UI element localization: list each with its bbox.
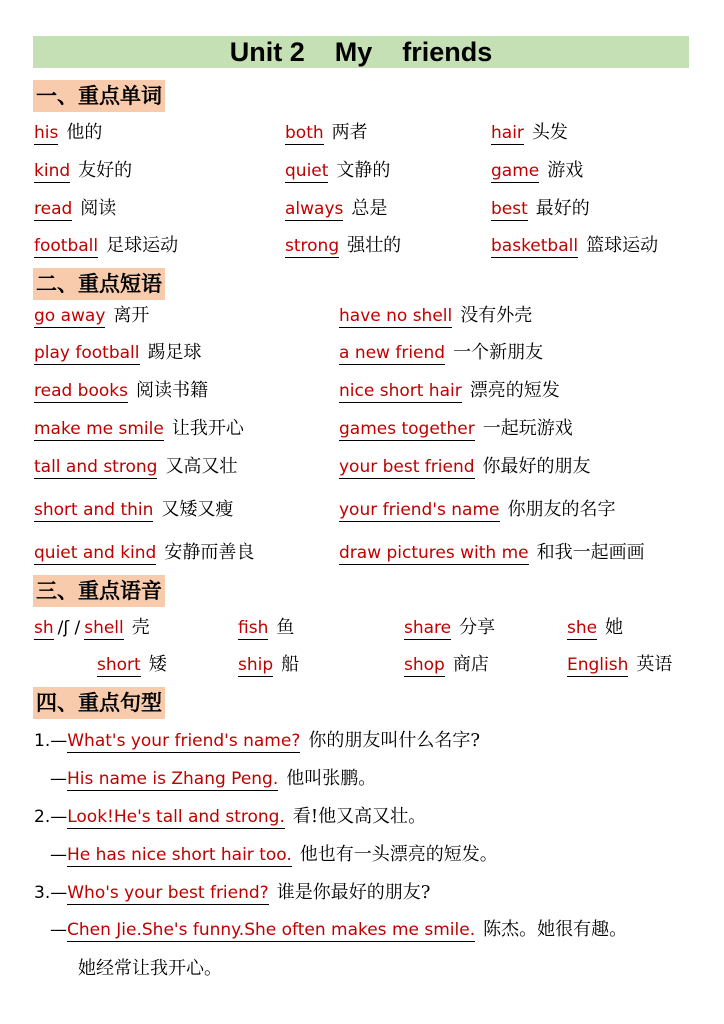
section-heading-sentences: 四、重点句型 (33, 687, 165, 719)
phrase-item: your friend's name 你朋友的名字 (339, 499, 616, 520)
phrase-item: your best friend 你最好的朋友 (339, 456, 591, 477)
sentence-line: 她经常让我开心。 (78, 958, 222, 979)
phrase-item: tall and strong 又高又壮 (34, 456, 238, 477)
word-item: quiet 文静的 (285, 160, 391, 181)
phrase-item: read books 阅读书籍 (34, 380, 208, 401)
word-item: hair 头发 (491, 122, 568, 143)
phonics-item: ship 船 (238, 654, 300, 675)
phrase-item: draw pictures with me 和我一起画画 (339, 542, 645, 563)
word-item: football 足球运动 (34, 235, 179, 256)
word-item: basketball 篮球运动 (491, 235, 659, 256)
section-heading-phrases: 二、重点短语 (33, 268, 165, 300)
phonics-item: sh /ʃ / shell 壳 (34, 617, 150, 638)
sentence-line: 3.—Who's your best friend? 谁是你最好的朋友? (34, 882, 431, 903)
word-item: kind 友好的 (34, 160, 133, 181)
word-item: his 他的 (34, 122, 103, 143)
phonics-item: share 分享 (404, 617, 496, 638)
word-item: strong 强壮的 (285, 235, 402, 256)
sentence-line: 1.—What's your friend's name? 你的朋友叫什么名字? (34, 730, 481, 751)
phonics-sound: sh (34, 618, 54, 638)
word-item: always 总是 (285, 198, 388, 219)
sentence-line: —He has nice short hair too. 他也有一头漂亮的短发。 (50, 844, 498, 865)
phonics-item: English 英语 (567, 654, 673, 675)
phonics-item: shop 商店 (404, 654, 489, 675)
phrase-item: quiet and kind 安静而善良 (34, 542, 255, 563)
section-heading-phonics: 三、重点语音 (33, 575, 165, 607)
phrase-item: games together 一起玩游戏 (339, 418, 573, 439)
sentence-line: —Chen Jie.She's funny.She often makes me smile. 陈杰。她很有趣。 (50, 919, 628, 940)
phonics-item: fish 鱼 (238, 617, 295, 638)
phrase-item: short and thin 又矮又瘦 (34, 499, 234, 520)
sentence-line: 2.—Look!He's tall and strong. 看!他又高又壮。 (34, 806, 427, 827)
phrase-item: a new friend 一个新朋友 (339, 342, 544, 363)
sentence-line: —His name is Zhang Peng. 他叫张鹏。 (50, 768, 377, 789)
page-title: Unit 2 My friends (229, 37, 493, 67)
phrase-item: nice short hair 漂亮的短发 (339, 380, 560, 401)
phonics-item: short 矮 (97, 654, 167, 675)
phrase-item: make me smile 让我开心 (34, 418, 244, 439)
section-heading-words: 一、重点单词 (33, 80, 165, 112)
word-item: both 两者 (285, 122, 368, 143)
word-item: best 最好的 (491, 198, 590, 219)
phonics-item: she 她 (567, 617, 624, 638)
phrase-item: have no shell 没有外壳 (339, 305, 533, 326)
phrase-item: play football 踢足球 (34, 342, 202, 363)
phrase-item: go away 离开 (34, 305, 150, 326)
word-item: read 阅读 (34, 198, 117, 219)
phonics-ipa: /ʃ / (57, 618, 81, 638)
word-item: game 游戏 (491, 160, 584, 181)
title-bar (33, 36, 689, 68)
